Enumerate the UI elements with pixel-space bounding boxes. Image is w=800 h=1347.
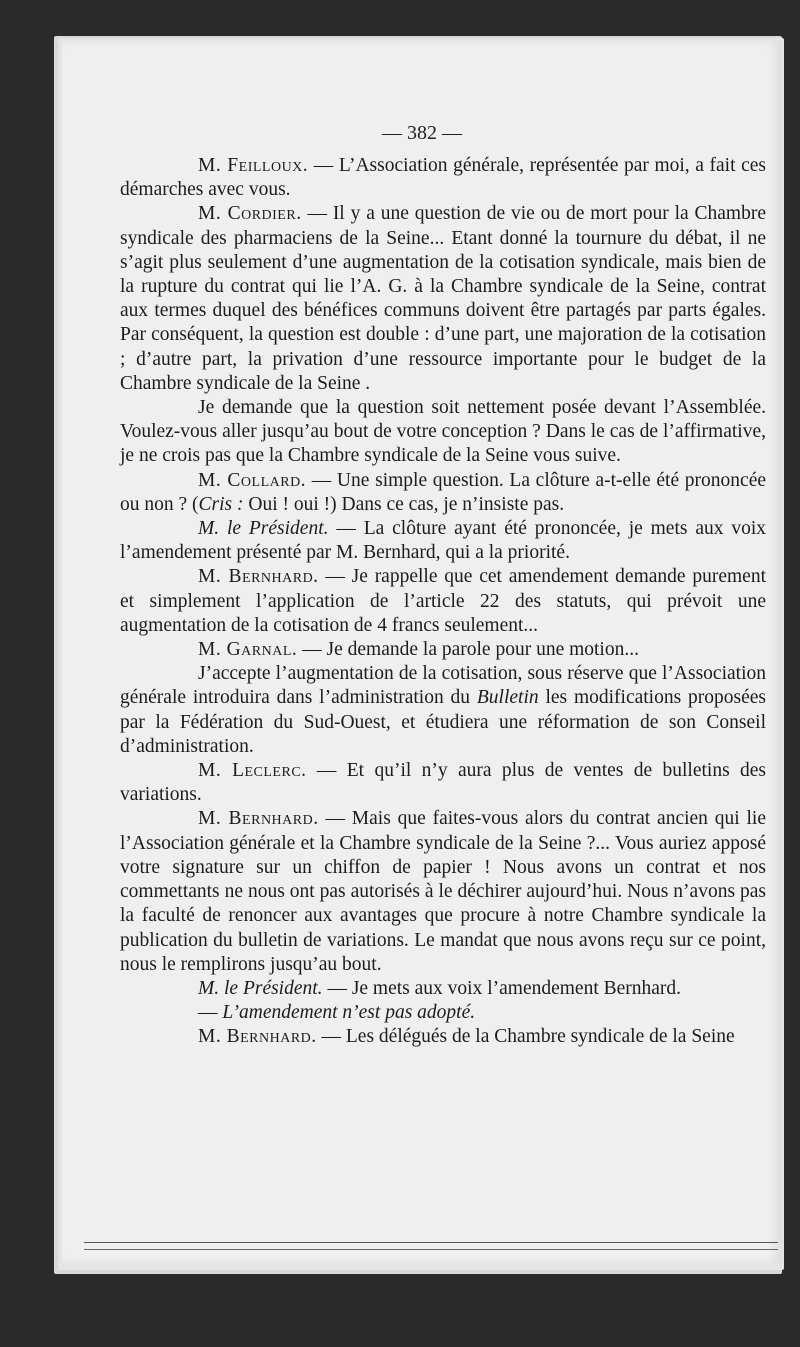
paragraph [120, 759, 766, 807]
paragraph-text: — Les délégués de la Chambre syndicale de la Seine [321, 1026, 735, 1048]
speaker-name: M. Bernhard. [198, 1026, 317, 1048]
paragraph-text: les modifications proposées par la Fédération du Sud-Ouest, et étudiera une réformation de son Conseil d’administration. [120, 687, 767, 757]
paragraph-text: — Une simple question. La clôture a-t-elle été prononcée ou non ? ( [120, 469, 766, 515]
paragraph [120, 202, 766, 396]
paragraph-text: — [198, 1002, 223, 1024]
italic-text: Bulletin [476, 687, 539, 709]
page-number: — 382 — [382, 122, 462, 144]
paragraph [120, 1025, 766, 1049]
paragraph-text: — Il y a une question de vie ou de mort pour la Chambre syndicale des pharmaciens de la Seine... Etant donné la tournure du débat, il ne s’agit plus seulement d’une augmentation de la cotisation syndicale, mais bien de la rupture du contrat qui lie l’A. G. à la Chambre syndicale de la Seine, contrat aux termes duquel des bénéfices communs doivent être partagés par parts égales. Par conséquent, la question est double : d’une part, une majoration de la cotisation ; d’autre part, la privation d’une ressource importante pour le budget de la Chambre syndicale de la Seine . [120, 203, 766, 394]
speaker-name: M. Cordier. [198, 203, 302, 225]
paragraph-text: — Je mets aux voix l’amendement Bernhard. [322, 977, 682, 999]
paragraph [120, 807, 766, 976]
paragraph [120, 517, 766, 565]
paragraph [120, 469, 766, 517]
speaker-name: M. Bernhard. [198, 808, 319, 830]
speaker-name: M. Bernhard. [198, 566, 319, 588]
paragraph [120, 396, 766, 469]
speaker-name: M. Collard. [198, 469, 307, 491]
paragraph [120, 977, 766, 1001]
speaker-name: M. Leclerc. [198, 760, 307, 782]
paragraph [120, 638, 766, 662]
speaker-name: M. Garnal. [198, 639, 298, 661]
paragraph-text: — Je demande la parole pour une motion... [302, 639, 639, 661]
paragraph-text: Je demande que la question soit nettement posée devant l’Assemblée. Voulez-vous aller jusqu’au bout de votre conception ? Dans le cas de l’affirmative, je ne crois pas que la Chambre syndicale de la Seine vous suive. [120, 397, 766, 467]
paragraph-text: — Mais que faites-vous alors du contrat ancien qui lie l’Association générale et la Chambre syndicale de la Seine ?... Vous auriez apposé votre signature sur un chiffon de papier ! Nous avons un contrat et nos commettants ne nous ont pas autorisés à le déchirer aujourd’hui. Nous n’avons pas la faculté de renoncer aux avantages que procure à notre Chambre syndicale la publication du bulletin de variations. Le mandat que nous avons reçu sur ce point, nous le remplirons jusqu’au bout. [120, 808, 767, 975]
paragraph [120, 565, 766, 638]
paragraph-text: — Je rappelle que cet amendement demande purement et simplement l’application de l’article 22 des statuts, qui prévoit une augmentation de la cotisation de 4 francs seulement... [120, 566, 766, 636]
paragraph [120, 154, 766, 202]
paragraph [120, 1001, 766, 1025]
paragraph-text: Oui ! oui !) Dans ce cas, je n’insiste pas. [243, 493, 565, 515]
speaker-name: M. Feilloux. [198, 155, 309, 176]
paragraph-text: — L’Association générale, représentée par moi, a fait ces démarches avec vous. [120, 155, 766, 201]
speaker-name: M. le Président. [198, 518, 329, 540]
italic-text: L’amendement n’est pas adopté. [222, 1002, 476, 1024]
italic-text: Cris : [198, 493, 244, 515]
speaker-name: M. le Président. [198, 977, 323, 999]
paragraph [120, 662, 766, 759]
paragraph-text: J’accepte l’augmentation de la cotisation, sous réserve que l’Association générale introduira dans l’administration du [120, 663, 766, 709]
paragraph-text: — La clôture ayant été prononcée, je mets aux voix l’amendement présenté par M. Bernhard, qui a la priorité. [120, 518, 766, 564]
paragraph-text: — Et qu’il n’y aura plus de ventes de bulletins des variations. [120, 760, 767, 806]
page-text [120, 154, 766, 1050]
